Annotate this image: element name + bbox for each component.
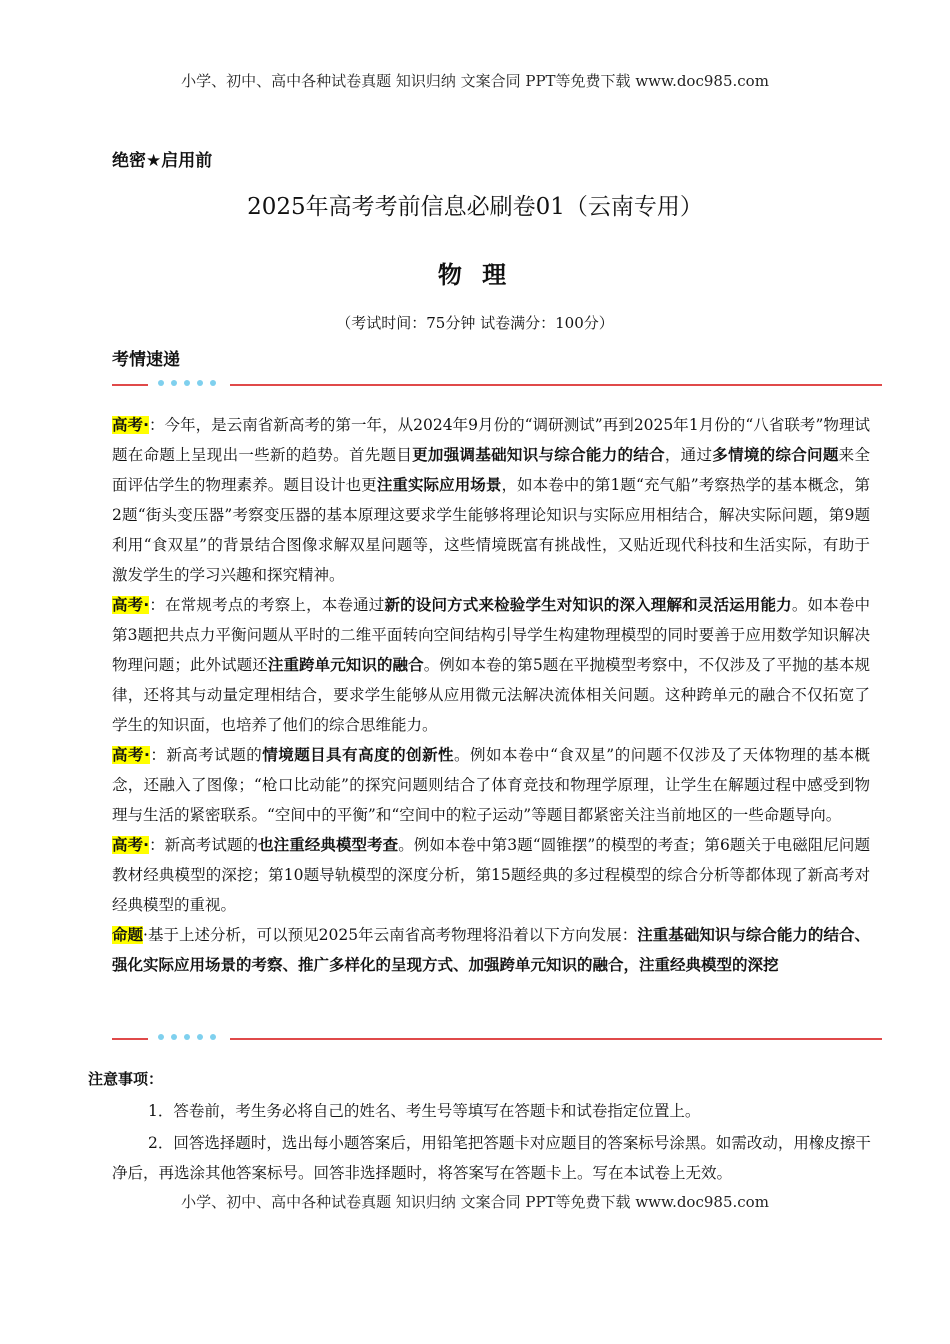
- section-divider-top: [112, 377, 882, 393]
- emphasis-text: 注重实际应用场景: [376, 476, 502, 494]
- paragraph-text: 。例如本卷的第5题在平抛模型考察中，不仅涉及了平抛的基本规律，还将其与动量定理相结合，要求学生能够从应用微元法解决流体相关问题。这种跨单元的融合不仅拓宽了学生的知识面，也培养了他们的综合思维能力。: [112, 656, 870, 734]
- paragraph-text: ，通过: [664, 446, 713, 464]
- notice-title: 注意事项：: [88, 1070, 164, 1088]
- notice-item: 2．回答选择题时，选出每小题答案后，用铅笔把答题卡对应题目的答案标号涂黑。如需改动，用橡皮擦干净后，再选涂其他答案标号。回答非选择题时，将答案写在答题卡上。写在本试卷上无效。: [112, 1134, 871, 1182]
- paragraph-text: ：新高考试题的: [149, 836, 259, 854]
- analysis-paragraph: [112, 830, 870, 920]
- paragraph-text: ：今年，是云南省新高考的第一年，从2024年9月份的“调研测试”再到2025年1月份的“八省联考”物理试题在命题上呈现出一些新的趋势。首先题目: [112, 416, 870, 464]
- analysis-paragraphs: [112, 410, 870, 980]
- analysis-paragraph: [112, 590, 870, 740]
- emphasis-text: 注重跨单元知识的融合: [267, 656, 424, 674]
- section-divider-bottom: [112, 1031, 882, 1047]
- paragraph-text: 。例如本卷中第3题“圆锥摆”的模型的考查；第6题关于电磁阻尼问题教材经典模型的深挖；第10题导轨模型的深度分析，第15题经典的多过程模型的综合分析等都体现了新高考对经典模型的重视。: [112, 836, 870, 914]
- analysis-paragraph: [112, 740, 870, 830]
- page-header-banner: 小学、初中、高中各种试卷真题 知识归纳 文案合同 PPT等免费下载 www.doc985.com: [181, 72, 769, 90]
- notice-item: 1．答卷前，考生务必将自己的姓名、考生号等填写在答题卡和试卷指定位置上。: [148, 1102, 701, 1120]
- notice-list: [112, 1096, 872, 1188]
- page-footer-banner: 小学、初中、高中各种试卷真题 知识归纳 文案合同 PPT等免费下载 www.doc985.com: [181, 1193, 769, 1211]
- paragraph-tag: 命题: [112, 926, 144, 944]
- paragraph-text: ：在常规考点的考察上，本卷通过: [149, 596, 385, 614]
- analysis-paragraph: [112, 410, 870, 590]
- emphasis-text: 新的设问方式来检验学生对知识的深入理解和灵活运用能力: [384, 596, 792, 614]
- analysis-paragraph: [112, 920, 870, 980]
- section-title: 考情速递: [112, 350, 180, 370]
- paragraph-text: ，如本卷中的第1题“充气船”考察热学的基本概念，第2题“街头变压器”考察变压器的基本原理这要求学生能够将理论知识与实际应用相结合，解决实际问题，第9题利用“食双星”的背景结合图像求解双星问题等，这些情境既富有挑战性，又贴近现代科技和生活实际，有助于激发学生的学习兴趣和探究精神。: [112, 476, 870, 584]
- emphasis-text: 情境题目具有高度的创新性: [262, 746, 455, 764]
- paragraph-tag: 高考·: [112, 746, 150, 764]
- emphasis-text: 更加强调基础知识与综合能力的结合: [412, 446, 665, 464]
- emphasis-text: 多情境的综合问题: [712, 446, 839, 464]
- paragraph-text: ：新高考试题的: [149, 746, 263, 764]
- paragraph-text: 。例如本卷中“食双星”的问题不仅涉及了天体物理的基本概念，还融入了图像；“枪口比动能”的探究问题则结合了体育竞技和物理学原理，让学生在解题过程中感受到物理与生活的紧密联系。“空间中的平衡”和“空间中的粒子运动”等题目都紧密关注当前地区的一些命题导向。: [112, 746, 870, 824]
- emphasis-text: 也注重经典模型考查: [258, 836, 399, 854]
- paragraph-text: 来全面评估学生的物理素养。题目设计也更: [112, 446, 870, 494]
- paragraph-tag: 高考·: [112, 836, 150, 854]
- paper-title: 2025年高考考前信息必刷卷01（云南专用）: [247, 194, 703, 220]
- exam-info: （考试时间：75分钟 试卷满分：100分）: [336, 314, 614, 332]
- paragraph-tag: 高考·: [112, 596, 150, 614]
- emphasis-text: 注重基础知识与综合能力的结合、强化实际应用场景的考察、推广多样化的呈现方式、加强跨单元知识的融合，注重经典模型的深挖: [112, 926, 870, 974]
- paragraph-text: ·基于上述分析，可以预见2025年云南省高考物理将沿着以下方向发展：: [143, 926, 638, 944]
- paragraph-tag: 高考·: [112, 416, 149, 434]
- paragraph-text: 。如本卷中第3题把共点力平衡问题从平时的二维平面转向空间结构引导学生构建物理模型的同时要善于应用数学知识解决物理问题；此外试题还: [112, 596, 870, 674]
- secret-label: 绝密★启用前: [112, 151, 213, 171]
- subject-title: 物 理: [437, 261, 513, 289]
